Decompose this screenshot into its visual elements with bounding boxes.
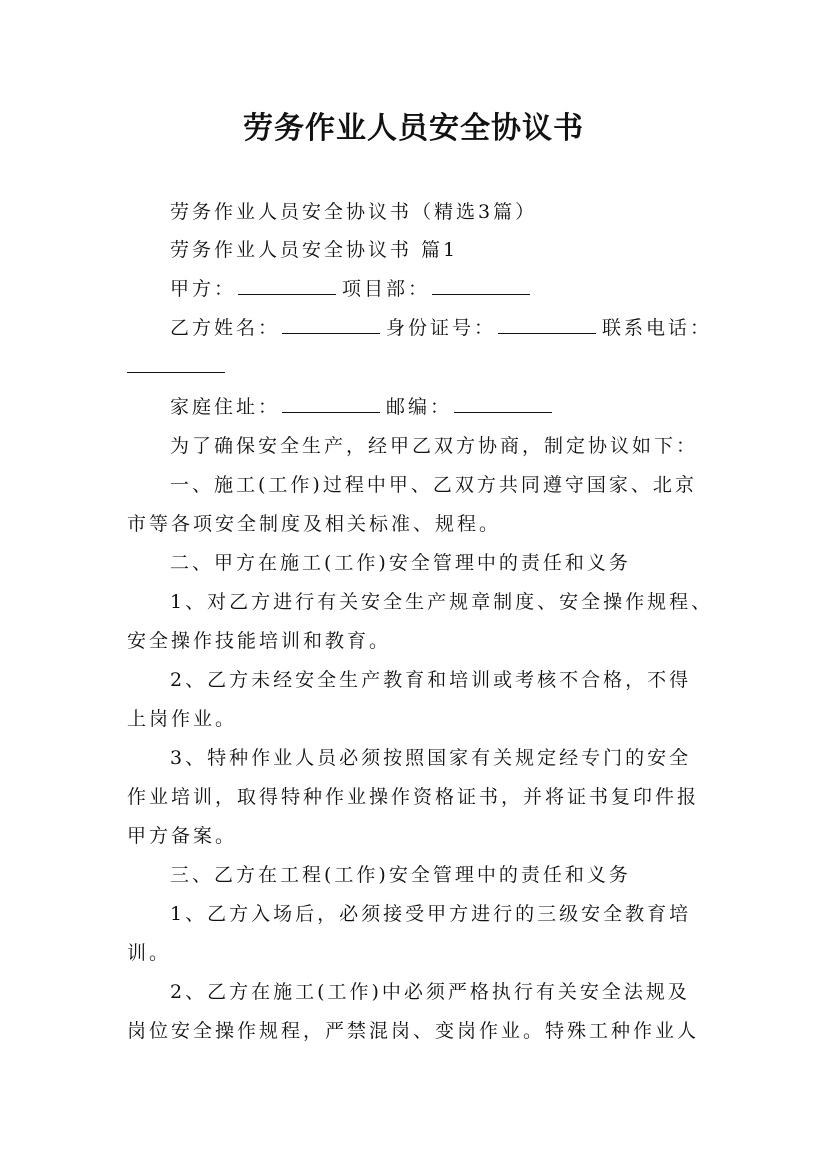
party-b-phone-label: 联系电话：: [602, 317, 713, 339]
document-subtitle: 劳务作业人员安全协议书（精选3篇）: [170, 201, 538, 223]
paragraph-line: 上岗作业。: [127, 708, 238, 730]
postcode-blank: [454, 394, 552, 413]
paragraph-line: 为了确保安全生产，经甲乙双方协商，制定协议如下：: [170, 435, 699, 457]
paragraph-line: 3、特种作业人员必须按照国家有关规定经专门的安全: [170, 747, 692, 769]
party-b-name-label: 乙方姓名：: [170, 317, 281, 339]
paragraph-line: 二、甲方在施工(工作)安全管理中的责任和义务: [170, 552, 631, 574]
party-b-line: [170, 315, 712, 341]
party-b-phone-blank: [127, 354, 225, 373]
postcode-label: 邮编：: [386, 396, 453, 418]
party-b-id-blank: [498, 315, 596, 334]
paragraph-line: 作业培训，取得特种作业操作资格证书，并将证书复印件报: [127, 786, 700, 808]
paragraph-line: 一、施工(工作)过程中甲、乙双方共同遵守国家、北京: [170, 474, 697, 496]
home-line: [170, 394, 558, 420]
paragraph-line: 2、乙方在施工(工作)中必须严格执行有关安全法规及: [170, 981, 690, 1003]
paragraph-line: 岗位安全操作规程，严禁混岗、变岗作业。特殊工种作业人: [127, 1020, 700, 1042]
paragraph-line: 1、对乙方进行有关安全生产规章制度、安全操作规程、: [170, 591, 714, 613]
project-blank: [432, 276, 530, 295]
party-b-phone-continued: [127, 354, 231, 380]
project-label: 项目部：: [342, 278, 431, 300]
paragraph-line: 2、乙方未经安全生产教育和培训或考核不合格，不得: [170, 669, 692, 691]
home-address-blank: [282, 394, 380, 413]
paragraph-line: 市等各项安全制度及相关标准、规程。: [127, 513, 502, 535]
home-address-label: 家庭住址：: [170, 396, 281, 418]
party-a-label: 甲方：: [170, 278, 237, 300]
party-b-name-blank: [282, 315, 380, 334]
paragraph-line: 甲方备案。: [127, 825, 238, 847]
paragraph-line: 训。: [127, 942, 172, 964]
document-title: 劳务作业人员安全协议书: [243, 111, 584, 146]
paragraph-line: 三、乙方在工程(工作)安全管理中的责任和义务: [170, 864, 631, 886]
paragraph-line: 1、乙方入场后，必须接受甲方进行的三级安全教育培: [170, 903, 692, 925]
party-a-blank: [238, 276, 336, 295]
paragraph-line: 安全操作技能培训和教育。: [127, 630, 392, 652]
party-b-id-label: 身份证号：: [386, 317, 497, 339]
party-a-line: [170, 276, 536, 302]
part-heading: 劳务作业人员安全协议书 篇1: [170, 239, 459, 261]
